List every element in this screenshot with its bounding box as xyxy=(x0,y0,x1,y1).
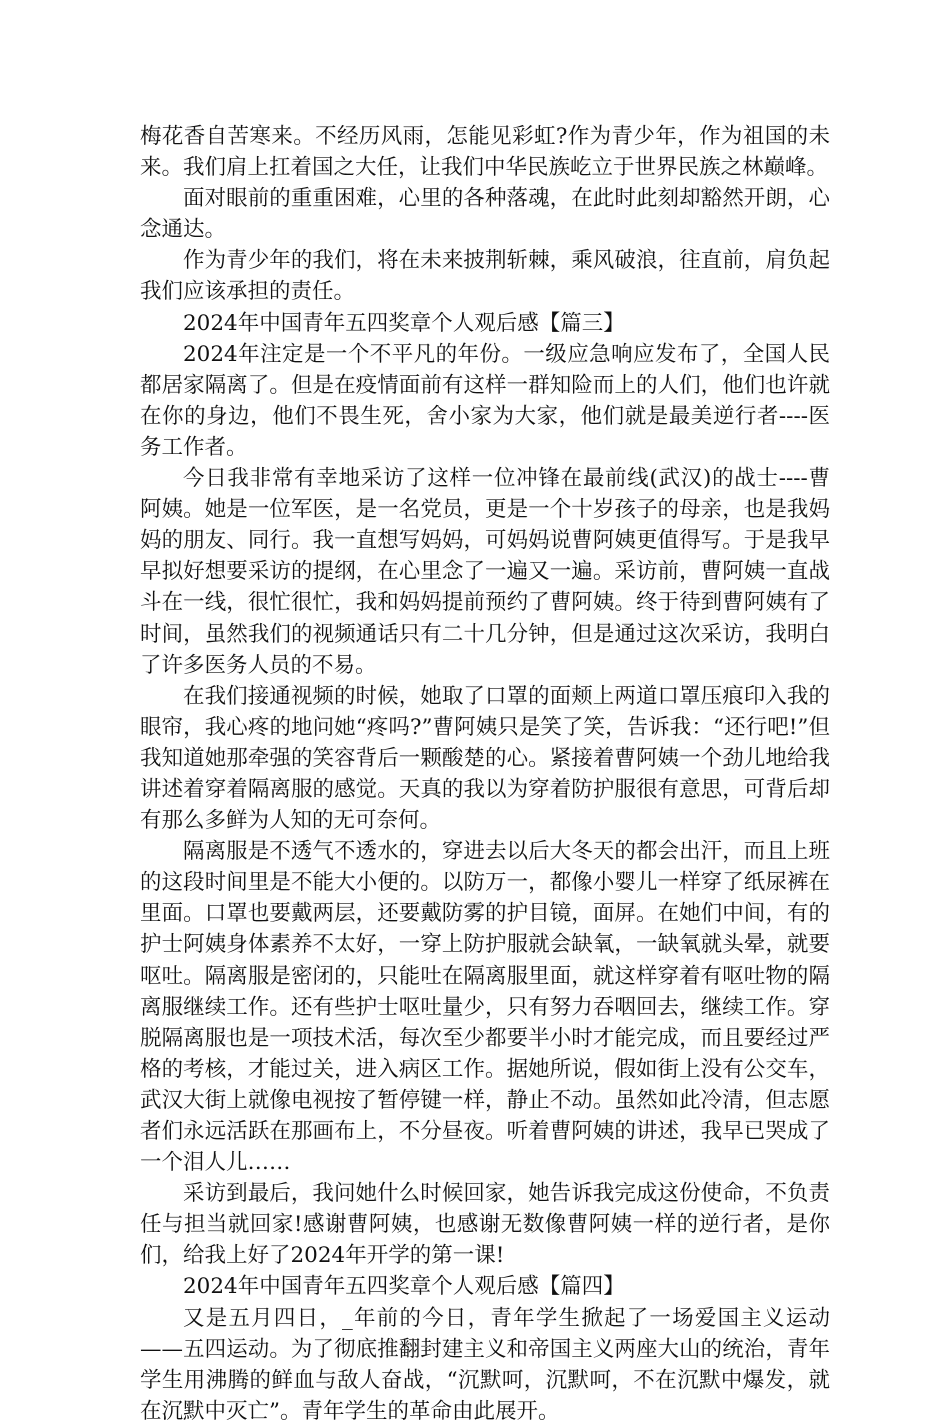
paragraph: 作为青少年的我们，将在未来披荆斩棘，乘风破浪，往直前，肩负起我们应该承担的责任。 xyxy=(140,248,830,305)
paragraph: 2024年注定是一个不平凡的年份。一级应急响应发布了，全国人民都居家隔离了。但是在疫情面前有这样一群知险而上的人们，他们也许就在你的身边，他们不畏生死，舍小家为大家，他们就是最美逆行者----医务工作者。 xyxy=(140,341,830,460)
paragraph: 又是五月四日，_年前的今日，青年学生掀起了一场爱国主义运动——五四运动。为了彻底推翻封建主义和帝国主义两座大山的统治，青年学生用沸腾的鲜血与敌人奋战，“沉默呵，沉默呵，不在沉默中爆发，就在沉默中灭亡”。青年学生的革命由此展开。 xyxy=(140,1305,830,1424)
paragraph: 隔离服是不透气不透水的，穿进去以后大冬天的都会出汗，而且上班的这段时间里是不能大小便的。以防万一，都像小婴儿一样穿了纸尿裤在里面。口罩也要戴两层，还要戴防雾的护目镜，面屏。在她们中间，有的护士阿姨身体素养不太好，一穿上防护服就会缺氧，一缺氧就头晕，就要呕吐。隔离服是密闭的，只能吐在隔离服里面，就这样穿着有呕吐物的隔离服继续工作。还有些护士呕吐量少，只有努力吞咽回去，继续工作。穿脱隔离服也是一项技术活，每次至少都要半小时才能完成，而且要经过严格的考核，才能过关，进入病区工作。据她所说，假如街上没有公交车，武汉大街上就像电视按了暂停键一样，静止不动。虽然如此冷清，但志愿者们永远活跃在那画布上，不分昼夜。听着曹阿姨的讲述，我早已哭成了一个泪人儿…… xyxy=(140,839,830,1176)
section-heading-part3: 2024年中国青年五四奖章个人观后感【篇三】 xyxy=(183,310,625,336)
section-heading-part4: 2024年中国青年五四奖章个人观后感【篇四】 xyxy=(183,1274,625,1300)
paragraph: 在我们接通视频的时候，她取了口罩的面颊上两道口罩压痕印入我的眼帘，我心疼的地问她“疼吗?”曹阿姨只是笑了笑，告诉我：“还行吧!”但我知道她那牵强的笑容背后一颗酸楚的心。紧接着曹阿姨一个劲儿地给我讲述着穿着隔离服的感觉。天真的我以为穿着防护服很有意思，可背后却有那么多鲜为人知的无可奈何。 xyxy=(140,683,830,834)
paragraph-continued: 梅花香自苦寒来。不经历风雨，怎能见彩虹?作为青少年，作为祖国的未来。我们肩上扛着国之大任，让我们中华民族屹立于世界民族之林巅峰。 xyxy=(140,124,830,181)
paragraph: 今日我非常有幸地采访了这样一位冲锋在最前线(武汉)的战士----曹阿姨。她是一位军医，是一名党员，更是一个十岁孩子的母亲，也是我妈妈的朋友、同行。我一直想写妈妈，可妈妈说曹阿姨更值得写。于是我早早拟好想要采访的提纲，在心里念了一遍又一遍。采访前，曹阿姨一直战斗在一线，很忙很忙，我和妈妈提前预约了曹阿姨。终于待到曹阿姨有了时间，虽然我们的视频通话只有二十几分钟，但是通过这次采访，我明白了许多医务人员的不易。 xyxy=(140,466,830,678)
paragraph: 采访到最后，我问她什么时候回家，她告诉我完成这份使命，不负责任与担当就回家!感谢曹阿姨，也感谢无数像曹阿姨一样的逆行者，是你们，给我上好了2024年开学的第一课! xyxy=(140,1181,830,1269)
document-page xyxy=(140,121,830,1427)
paragraph: 面对眼前的重重困难，心里的各种落魂，在此时此刻却豁然开朗，心念通达。 xyxy=(140,186,830,243)
